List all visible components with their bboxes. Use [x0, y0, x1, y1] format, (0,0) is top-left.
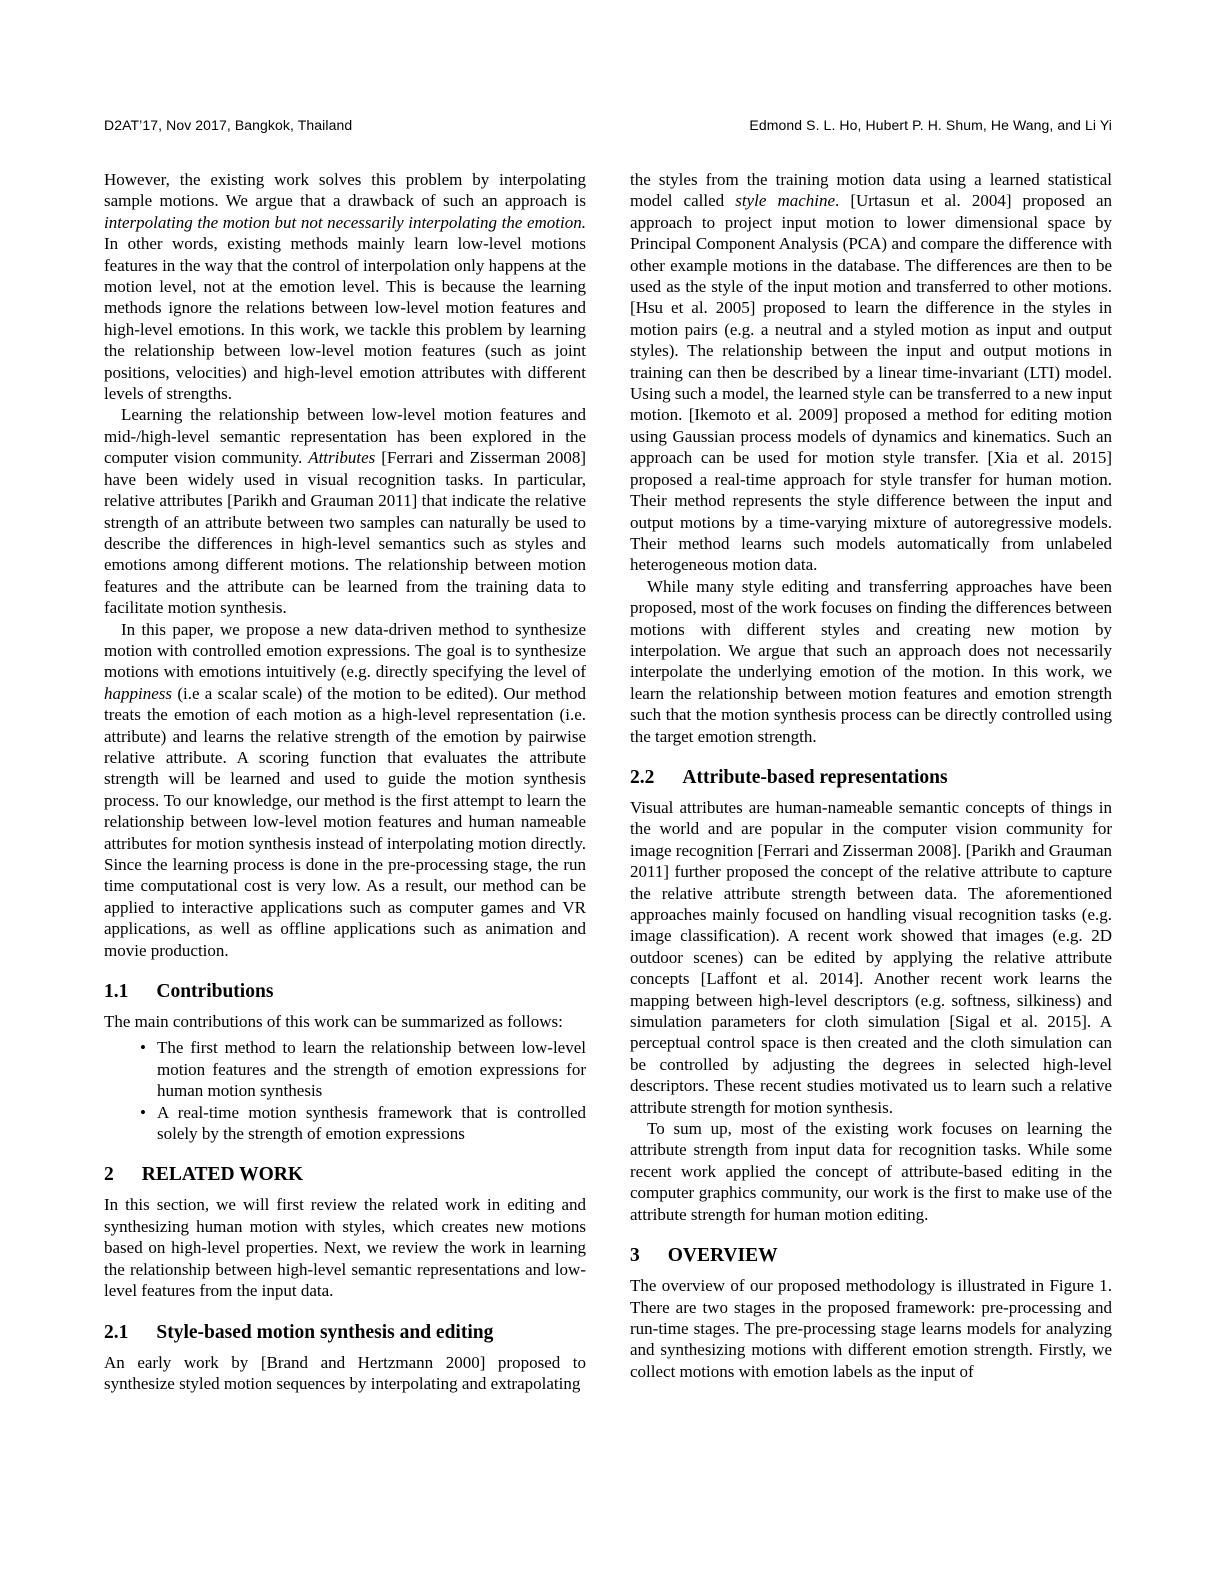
list-item [104, 1037, 586, 1101]
text-run: In other words, existing methods mainly learn low-level motions features in the way that the control of interpolation only happens at the motion level, not at the emotion level. This is because the learning methods ignore the relations between low-level motion features and high-level emotions. In this work, we tackle this problem by learning the relationship between low-level motion features (such as joint positions, velocities) and high-level emotion attributes with different levels of strengths. [104, 234, 586, 404]
bullet-text: The first method to learn the relationship between low-level motion features and the strength of emotion expressions for human motion synthesis [157, 1038, 586, 1101]
section-title: Style-based motion synthesis and editing [156, 1321, 494, 1343]
text-run: (i.e a scalar scale) of the motion to be edited). Our method treats the emotion of each motion as a high-level representation (i.e. attribute) and learns the relative strength of the emotion by pairwise relative attribute. A scoring function that evaluates the attribute strength will be learned and used to guide the motion synthesis process. To our knowledge, our method is the first attempt to learn the relationship between low-level motion features and human nameable attributes for motion synthesis instead of interpolating motion directly. Since the learning process is done in the pre-processing stage, the run time computational cost is very low. As a result, our method can be applied to interactive applications such as computer games and VR applications, as well as offline applications such as animation and movie production. [104, 683, 586, 960]
section-heading-attribute-representations [630, 766, 1112, 790]
contributions-list [104, 1037, 586, 1144]
conference-info: D2AT’17, Nov 2017, Bangkok, Thailand [104, 117, 353, 133]
italic-phrase: style machine [735, 191, 836, 211]
paper-body [104, 169, 1112, 1394]
text-run: [Ferrari and Zisserman 2008] have been widely used in visual recognition tasks. In particular, relative attributes [Parikh and Grauman 2011] that indicate the relative strength of an attribute between two samples can naturally be used to describe the differences in high-level semantics such as styles and emotions among different motions. The relationship between motion features and the attribute can be learned from the training data to facilitate motion synthesis. [104, 448, 586, 618]
paragraph-proposed-method [104, 619, 586, 962]
section-number: 1.1 [104, 981, 129, 1003]
section-title: Attribute-based representations [682, 766, 948, 788]
paragraph-style-transfer-survey [630, 169, 1112, 576]
paragraph-contributions-intro: The main contributions of this work can be summarized as follows: [104, 1012, 563, 1032]
section-number: 2.1 [104, 1321, 129, 1343]
section-title: Contributions [156, 981, 274, 1003]
left-column [104, 169, 586, 1394]
text-run: However, the existing work solves this problem by interpolating sample motions. We argue that a drawback of such an approach is [104, 170, 586, 211]
italic-phrase: interpolating the motion but not necessarily interpolating the emotion. [104, 212, 586, 232]
section-heading-related-work [104, 1163, 586, 1187]
section-title: RELATED WORK [141, 1164, 304, 1186]
paragraph-attributes-summary: To sum up, most of the existing work focuses on learning the attribute strength from input data for recognition tasks. While some recent work applied the concept of attribute-based editing in the computer graphics community, our work is the first to make use of the attribute strength for human motion editing. [630, 1119, 1112, 1224]
bullet-icon: • [140, 1102, 146, 1122]
list-item [104, 1102, 586, 1145]
section-number: 2.2 [630, 766, 655, 788]
text-run: the styles from the training motion data using a learned statistical model called [630, 170, 1112, 211]
paragraph-interpolation-drawback [104, 169, 586, 404]
italic-phrase: happiness [104, 683, 172, 703]
text-run: Learning the relationship between low-level motion features and mid-/high-level semantic representation has been explored in the computer vision community. [104, 405, 586, 468]
text-run: In this paper, we propose a new data-driven method to synthesize motion with controlled emotion expressions. The goal is to synthesize motions with emotions intuitively (e.g. directly specifying the level of [104, 619, 586, 682]
section-number: 3 [630, 1245, 640, 1267]
section-heading-contributions [104, 980, 586, 1004]
bullet-icon: • [140, 1038, 146, 1058]
bullet-text: A real-time motion synthesis framework that is controlled solely by the strength of emotion expressions [157, 1102, 586, 1144]
paragraph-attributes-background [104, 404, 586, 618]
right-column [630, 169, 1112, 1394]
section-title: OVERVIEW [667, 1245, 778, 1267]
paragraph-style-editing-argument: While many style editing and transferring approaches have been proposed, most of the work focuses on finding the differences between motions with different styles and creating new motion by interpolation. We argue that such an approach does not necessarily interpolate the underlying emotion of the motion. In this work, we learn the relationship between motion features and emotion strength such that the motion synthesis process can be directly controlled using the target emotion strength. [630, 576, 1112, 746]
paragraph-related-work-intro: In this section, we will first review the related work in editing and synthesizing human motion with styles, which creates new motions based on high-level properties. Next, we review the work in learning the relationship between high-level semantic representations and low-level features from the input data. [104, 1195, 586, 1301]
section-heading-style-based-synthesis [104, 1321, 586, 1345]
running-header [104, 116, 1112, 134]
paragraph-overview: The overview of our proposed methodology is illustrated in Figure 1. There are two stages in the proposed framework: pre-processing and run-time stages. The pre-processing stage learns models for analyzing and synthesizing motions with different emotion strength. Firstly, we collect motions with emotion labels as the input of [630, 1276, 1112, 1381]
text-run: . [Urtasun et al. 2004] proposed an approach to project input motion to lower dimensional space by Principal Component Analysis (PCA) and compare the difference with other example motions in the database. The differences are then to be used as the style of the input motion and transferred to other motions. [Hsu et al. 2005] proposed to learn the difference in the styles in motion pairs (e.g. a neutral and a styled motion as input and output styles). The relationship between the input and output motions in training can then be described by a linear time-invariant (LTI) model. Using such a model, the learned style can be transferred to a new input motion. [Ikemoto et al. 2009] proposed a method for editing motion using Gaussian process models of dynamics and kinematics. Such an approach can be used for motion style transfer. [Xia et al. 2015] proposed a real-time approach for style transfer for human motion. Their method represents the style difference between the input and output motions by a time-varying mixture of autoregressive models. Their method learns such models automatically from unlabeled heterogeneous motion data. [630, 191, 1112, 575]
paragraph-style-based-synthesis: An early work by [Brand and Hertzmann 2000] proposed to synthesize styled motion sequences by interpolating and extrapolating [104, 1352, 586, 1393]
paragraph-visual-attributes: Visual attributes are human-nameable semantic concepts of things in the world and are popular in the computer vision community for image recognition [Ferrari and Zisserman 2008]. [Parikh and Grauman 2011] further proposed the concept of the relative attribute to capture the relative attribute strength between data. The aforementioned approaches mainly focused on handling visual recognition tasks (e.g. image classification). A recent work showed that images (e.g. 2D outdoor scenes) can be edited by applying the relative attribute concepts [Laffont et al. 2014]. Another recent work learns the mapping between high-level descriptors (e.g. softness, silkiness) and simulation parameters for cloth simulation [Sigal et al. 2015]. A perceptual control space is then created and the cloth simulation can be controlled by adjusting the degrees in selected high-level descriptors. These recent studies motivated us to learn such a relative attribute strength for motion synthesis. [630, 797, 1112, 1117]
section-number: 2 [104, 1164, 114, 1186]
italic-phrase: Attributes [308, 448, 376, 468]
author-list: Edmond S. L. Ho, Hubert P. H. Shum, He Wang, and Li Yi [749, 117, 1112, 133]
section-heading-overview [630, 1244, 1112, 1268]
